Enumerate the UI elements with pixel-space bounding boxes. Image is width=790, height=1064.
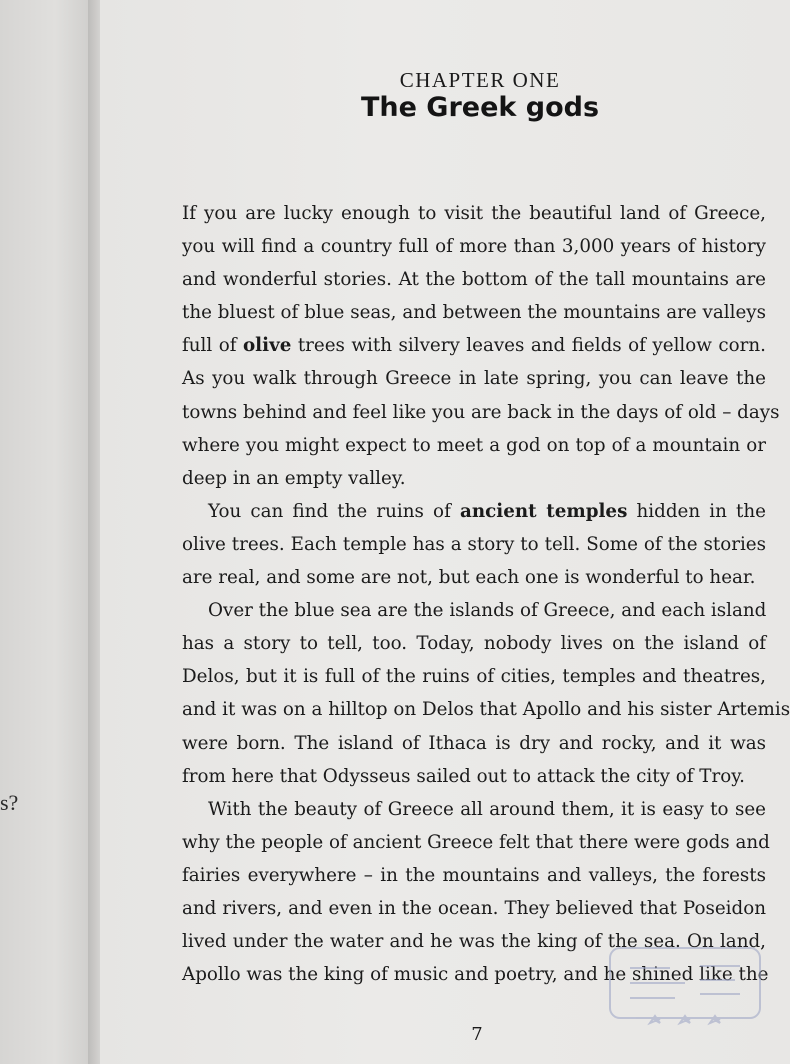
text-segment: As you walk through Greece in late spring, you can leave the	[182, 368, 766, 390]
text-line	[182, 859, 766, 892]
left-page	[0, 0, 92, 1064]
text-line	[182, 561, 766, 594]
text-segment: are real, and some are not, but each one is wonderful to hear.	[182, 567, 756, 589]
text-segment: If you are lucky enough to visit the beautiful land of Greece,	[182, 203, 766, 224]
text-line	[182, 528, 766, 561]
body-text	[182, 197, 790, 991]
text-segment: olive trees. Each temple has a story to tell. Some of the stories	[182, 533, 766, 555]
text-line	[182, 594, 766, 627]
text-segment: deep in an empty valley.	[182, 467, 406, 489]
text-line	[182, 230, 766, 263]
text-line	[182, 925, 766, 958]
text-line	[182, 660, 766, 693]
text-segment: from here that Odysseus sailed out to attack the city of Troy.	[182, 765, 745, 787]
text-segment: and rivers, and even in the ocean. They believed that Poseidon	[182, 897, 766, 919]
text-segment: and wonderful stories. At the bottom of the tall mountains are	[182, 269, 766, 291]
text-line	[182, 958, 769, 991]
text-line	[182, 197, 766, 230]
text-segment: Apollo was the king of music and poetry, and he shined like the	[182, 964, 769, 986]
text-segment: hidden in the	[627, 500, 766, 522]
chapter-title: The Greek gods	[360, 92, 600, 123]
text-segment: has a story to tell, too. Today, nobody lives on the island of	[182, 633, 766, 655]
text-segment: where you might expect to meet a god on top of a mountain or	[182, 434, 766, 456]
text-segment: towns behind and feel like you are back in the days of old – days	[182, 401, 780, 423]
text-line	[182, 396, 780, 429]
text-segment: the bluest of blue seas, and between the mountains are valleys	[182, 302, 766, 324]
text-line	[182, 429, 766, 462]
text-line	[182, 760, 766, 793]
text-line	[182, 462, 766, 495]
chapter-label: CHAPTER ONE	[399, 68, 561, 92]
text-segment: full of	[182, 335, 243, 357]
text-segment: were born. The island of Ithaca is dry and rocky, and it was	[182, 732, 766, 754]
text-segment: fairies everywhere – in the mountains and valleys, the forests	[182, 864, 766, 886]
text-segment: trees with silvery leaves and fields of yellow corn.	[291, 335, 766, 357]
text-line	[182, 793, 766, 826]
text-line	[182, 329, 766, 362]
left-page-text-fragment: s?	[0, 790, 19, 815]
bold-keyword: olive	[242, 335, 292, 357]
text-line	[182, 892, 766, 925]
text-line	[182, 727, 766, 760]
text-line	[182, 362, 766, 395]
text-segment: With the beauty of Greece all around them, it is easy to see	[208, 798, 766, 820]
text-segment: and it was on a hilltop on Delos that Apollo and his sister Artemis	[182, 699, 790, 721]
bold-keyword: ancient temples	[460, 500, 628, 522]
text-line	[182, 296, 766, 329]
text-line	[182, 693, 790, 726]
text-segment: Over the blue sea are the islands of Greece, and each island	[208, 600, 767, 622]
text-segment: You can find the ruins of	[208, 500, 460, 522]
text-line	[182, 495, 766, 528]
text-segment: lived under the water and he was the king of the sea. On land,	[182, 931, 766, 953]
text-segment: you will find a country full of more than 3,000 years of history	[182, 236, 766, 258]
text-segment: Delos, but it is full of the ruins of cities, temples and theatres,	[182, 666, 766, 688]
text-line	[182, 627, 766, 660]
page-number: 7	[471, 1024, 483, 1045]
text-line	[182, 263, 766, 296]
text-segment: why the people of ancient Greece felt that there were gods and	[182, 831, 770, 853]
text-line	[182, 826, 770, 859]
